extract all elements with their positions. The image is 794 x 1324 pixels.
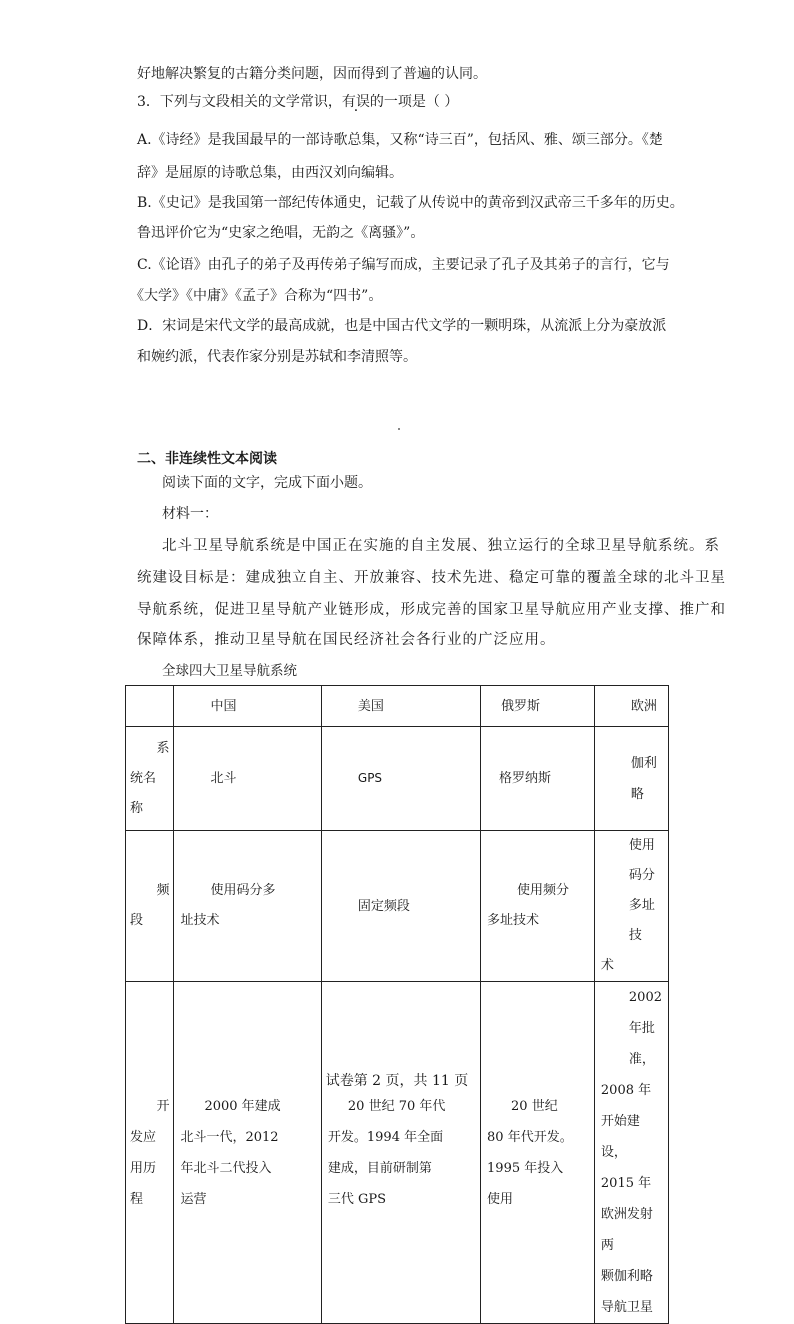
cell-china-development: 2000 年建成 北斗一代，2012 年北斗二代投入 运营 [174, 982, 321, 1324]
table-row-system-name [126, 727, 669, 831]
material-1-line1: 北斗卫星导航系统是中国正在实施的自主发展、独立运行的全球卫星导航系统。系 [162, 538, 720, 554]
row-label-frequency: 频 段 [126, 831, 174, 982]
cell-usa-development: 20 世纪 70 年代 开发。1994 年全面 建成，目前研制第 三代 GPS [321, 982, 480, 1324]
row-label-system-name: 系 统名 称 [126, 727, 174, 831]
table-header-china: 中国 [174, 686, 321, 727]
navigation-systems-table [125, 685, 669, 1324]
material-1-label: 材料一： [162, 506, 218, 522]
cell-europe-development: 2002 年批准， 2008 年开始建设， 2015 年欧洲发射两 颗伽利略导航卫星 [594, 982, 668, 1324]
material-1-line3: 导航系统，促进卫星导航产业链形成，形成完善的国家卫星导航应用产业支撑、推广和 [137, 602, 726, 618]
question-3-stem [137, 92, 458, 112]
question-3-suffix: 的一项是（ ） [369, 94, 459, 110]
question-3-emphasis: 有误 [341, 94, 370, 110]
table-header-russia: 俄罗斯 [481, 686, 595, 727]
cell-usa-name: GPS [321, 727, 480, 831]
table-row-frequency [126, 831, 669, 982]
cell-russia-development: 20 世纪 80 年代开发。 1995 年投入 使用 [481, 982, 595, 1324]
question-3-prefix: 3．下列与文段相关的文学常识， [137, 94, 342, 110]
table-header-usa: 美国 [321, 686, 480, 727]
cell-russia-name: 格罗纳斯 [481, 727, 595, 831]
section-2-heading: 二、非连续性文本阅读 [137, 451, 277, 467]
option-c-line2: 《大学》《中庸》《孟子》合称为“四书”。 [130, 288, 383, 304]
table-title: 全球四大卫星导航系统 [162, 663, 297, 679]
scan-dot [398, 428, 400, 430]
material-1-line4: 保障体系，推动卫星导航在国民经济社会各行业的广泛应用。 [137, 632, 556, 648]
cell-china-name: 北斗 [174, 727, 321, 831]
table-row-development [126, 982, 669, 1324]
prev-paragraph-tail: 好地解决繁复的古籍分类问题，因而得到了普遍的认同。 [137, 66, 487, 82]
table-header-corner [126, 686, 174, 727]
material-1-line2: 统建设目标是：建成独立自主、开放兼容、技术先进、稳定可靠的覆盖全球的北斗卫星 [137, 570, 726, 586]
table-header-europe: 欧洲 [594, 686, 668, 727]
option-a-line1: A.《诗经》是我国最早的一部诗歌总集，又称“诗三百”，包括风、雅、颂三部分。《楚 [137, 132, 663, 148]
page-footer: 试卷第 2 页，共 11 页 [325, 1073, 469, 1089]
option-a-line2: 辞》是屈原的诗歌总集，由西汉刘向编辑。 [137, 165, 403, 181]
table-header-row [126, 686, 669, 727]
option-b-line1: B.《史记》是我国第一部纪传体通史，记载了从传说中的黄帝到汉武帝三千多年的历史。 [137, 195, 684, 211]
option-d-line2: 和婉约派，代表作家分别是苏轼和李清照等。 [137, 349, 417, 365]
cell-china-frequency: 使用码分多 址技术 [174, 831, 321, 982]
section-2-instruction: 阅读下面的文字，完成下面小题。 [162, 475, 372, 491]
cell-europe-frequency: 使用码分多址技 术 [594, 831, 668, 982]
cell-russia-frequency: 使用频分 多址技术 [481, 831, 595, 982]
option-d-line1: D．宋词是宋代文学的最高成就，也是中国古代文学的一颗明珠，从流派上分为豪放派 [137, 318, 667, 334]
cell-usa-frequency: 固定频段 [321, 831, 480, 982]
row-label-development: 开 发应 用历 程 [126, 982, 174, 1324]
option-c-line1: C.《论语》由孔子的弟子及再传弟子编写而成，主要记录了孔子及其弟子的言行，它与 [137, 257, 670, 273]
option-b-line2: 鲁迅评价它为“史家之绝唱，无韵之《离骚》”。 [137, 225, 425, 241]
cell-europe-name: 伽利略 [594, 727, 668, 831]
